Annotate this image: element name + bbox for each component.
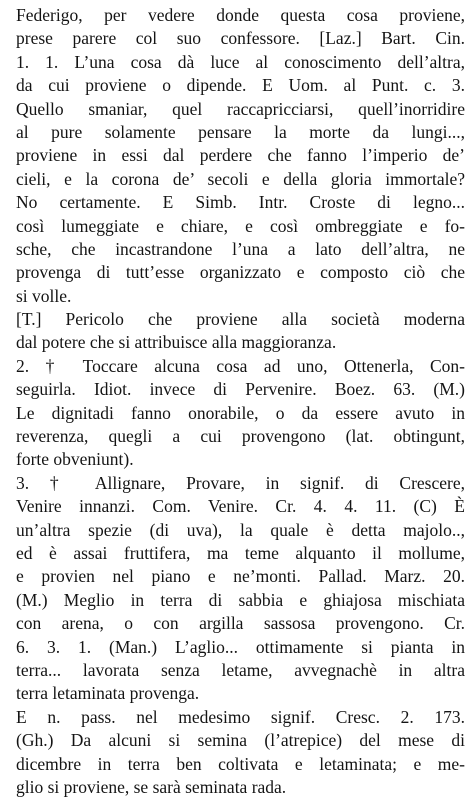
text-line: Le dignitadi fanno onorabile, o da essere avuto in: [16, 402, 465, 423]
text-line: da cui proviene o dipende. E Uom. al Punt. c. 3.: [16, 75, 465, 96]
text-line: terra letaminata provenga.: [16, 683, 200, 704]
text-line: glio si proviene, se sarà seminata rada.: [16, 776, 287, 797]
text-line: e provien nel piano e ne’monti. Pallad. Marz. 20.: [16, 566, 465, 587]
text-line: dal potere che si attribuisce alla maggioranza.: [16, 332, 337, 353]
text-line: dicembre in terra ben coltivata e letaminata; e me-: [16, 753, 465, 774]
text-line: 2. † Toccare alcuna cosa ad uno, Ottenerla, Con-: [16, 355, 465, 376]
text-line: (M.) Meglio in terra di sabbia e ghiajosa mischiata: [16, 589, 465, 610]
text-line: al pure solamente pensare la morte da lungi...,: [16, 121, 465, 142]
text-line: Federigo, per vedere donde questa cosa proviene,: [16, 5, 465, 25]
text-line: con arena, o con argilla sassosa provengono. Cr.: [16, 613, 465, 634]
text-line: prese parere col suo confessore. [Laz.] Bart. Cin.: [16, 28, 465, 49]
text-line: un’altra spezie (di uva), la quale è detta majolo..,: [16, 519, 465, 540]
text-line: [T.] Pericolo che proviene alla società moderna: [16, 309, 465, 330]
text-line: No certamente. E Simb. Intr. Croste di legno...: [16, 192, 465, 213]
text-line: (Gh.) Da alcuni si semina (l’atrepice) del mese di: [16, 730, 465, 751]
dictionary-entry-text: [16, 4, 465, 799]
text-line: reverenza, quegli a cui provengono (lat. obtingunt,: [16, 426, 465, 447]
text-line: terra... lavorata senza letame, avvegnachè in altra: [16, 659, 465, 680]
text-line: ed è assai fruttifera, ma teme alquanto il mollume,: [16, 542, 465, 563]
text-line: 3. † Allignare, Provare, in signif. di Crescere,: [16, 472, 465, 493]
text-line: proviene in essi dal perdere che fanno l’imperio de’: [16, 145, 465, 166]
text-line: si volle.: [16, 285, 72, 306]
text-line: provenga di tutt’esse organizzato e composto ciò che: [16, 262, 465, 283]
text-line: cieli, e la corona de’ secoli e della gloria immortale?: [16, 168, 465, 189]
text-line: 1. 1. L’una cosa dà luce al conoscimento dell’altra,: [16, 51, 465, 72]
text-line: seguirla. Idiot. invece di Pervenire. Boez. 63. (M.): [16, 379, 465, 400]
text-line: sche, che incastrandone l’una a lato dell’altra, ne: [16, 238, 465, 259]
text-line: forte obveniunt).: [16, 449, 134, 470]
text-line: E n. pass. nel medesimo signif. Cresc. 2. 173.: [16, 706, 465, 727]
text-line: 6. 3. 1. (Man.) L’aglio... ottimamente si pianta in: [16, 636, 465, 657]
text-line: così lumeggiate e chiare, e così ombreggiate e fo-: [16, 215, 465, 236]
text-line: Venire innanzi. Com. Venire. Cr. 4. 4. 11. (C) È: [16, 496, 465, 517]
text-line: Quello smaniar, quel raccapricciarsi, quell’inorridire: [16, 98, 465, 119]
